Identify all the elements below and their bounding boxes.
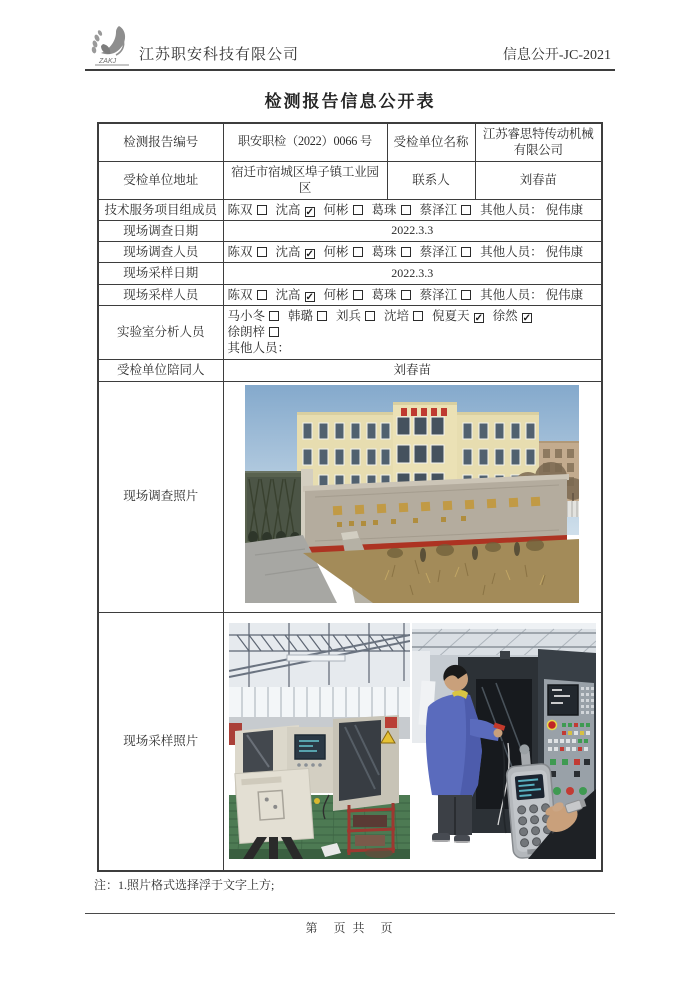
contact-label: 联系人 bbox=[387, 161, 475, 199]
company-brand bbox=[89, 24, 299, 66]
other-person-label: 其他人员： bbox=[480, 245, 543, 259]
sampling-staff-label: 现场采样人员 bbox=[98, 284, 223, 305]
other-person-label: 其他人员： bbox=[227, 341, 291, 356]
checkbox-unchecked-icon[interactable] bbox=[257, 247, 267, 257]
checkbox-checked-icon[interactable]: ✓ bbox=[305, 249, 314, 260]
page-footer bbox=[85, 913, 615, 936]
member-option bbox=[432, 309, 484, 323]
project-team-members bbox=[223, 199, 602, 220]
checkbox-unchecked-icon[interactable] bbox=[365, 311, 375, 321]
member-option bbox=[372, 288, 411, 302]
member-option bbox=[324, 245, 363, 259]
survey-date-label: 现场调查日期 bbox=[98, 220, 223, 241]
page-number-text: 第 页 共 页 bbox=[305, 921, 395, 935]
table-row bbox=[98, 612, 602, 871]
member-name: 何彬 bbox=[323, 202, 349, 217]
checkbox-unchecked-icon[interactable] bbox=[461, 205, 471, 215]
member-name: 葛珠 bbox=[371, 245, 397, 259]
sampling-date-value: 2022.3.3 bbox=[223, 263, 602, 284]
lab-staff-label: 实验室分析人员 bbox=[98, 305, 223, 359]
member-name: 倪夏天 bbox=[432, 308, 470, 323]
member-name: 沈高 bbox=[275, 245, 301, 259]
table-row bbox=[98, 381, 602, 612]
member-checklist bbox=[228, 203, 481, 217]
checkbox-unchecked-icon[interactable] bbox=[461, 290, 471, 300]
sampling-photo-label: 现场采样照片 bbox=[98, 612, 223, 871]
unit-address-value: 宿迁市宿城区埠子镇工业园区 bbox=[223, 161, 387, 199]
member-name: 陈双 bbox=[227, 287, 253, 302]
member-option bbox=[372, 203, 411, 217]
checkbox-unchecked-icon[interactable] bbox=[401, 205, 411, 215]
company-name: 江苏职安科技有限公司 bbox=[139, 47, 300, 63]
member-name: 蔡泽江 bbox=[419, 287, 458, 302]
member-option bbox=[384, 309, 423, 323]
table-row bbox=[98, 199, 602, 220]
survey-photo-label: 现场调查照片 bbox=[98, 381, 223, 612]
table-row bbox=[98, 220, 602, 241]
member-name: 陈双 bbox=[227, 202, 253, 217]
logo-text: ZAKJ bbox=[99, 58, 117, 65]
member-checklist bbox=[228, 245, 481, 259]
checkbox-checked-icon[interactable]: ✓ bbox=[474, 312, 483, 324]
escort-label: 受检单位陪同人 bbox=[98, 359, 223, 381]
contact-value: 刘春苗 bbox=[475, 161, 602, 199]
member-option bbox=[420, 245, 472, 259]
sampling-date-label: 现场采样日期 bbox=[98, 263, 223, 284]
sampling-photo-cell bbox=[223, 612, 602, 871]
checkbox-unchecked-icon[interactable] bbox=[269, 327, 279, 337]
table-row bbox=[98, 242, 602, 263]
other-person-label: 其他人员： bbox=[480, 202, 543, 217]
checkbox-unchecked-icon[interactable] bbox=[353, 247, 363, 257]
unit-name-value: 江苏睿思特传动机械有限公司 bbox=[475, 123, 602, 161]
escort-value: 刘春苗 bbox=[223, 359, 602, 381]
disclosure-form-table bbox=[97, 122, 603, 872]
table-row bbox=[98, 161, 602, 199]
table-row bbox=[98, 284, 602, 305]
checkbox-unchecked-icon[interactable] bbox=[269, 311, 279, 321]
member-name: 蔡泽江 bbox=[419, 245, 458, 259]
member-name: 何彬 bbox=[323, 287, 349, 302]
document-code: 信息公开-JC-2021 bbox=[502, 48, 611, 63]
survey-date-value: 2022.3.3 bbox=[223, 220, 602, 241]
member-option bbox=[228, 245, 267, 259]
sampling-photo-workshop bbox=[229, 623, 410, 859]
member-checklist bbox=[228, 309, 541, 339]
member-name: 徐朗梓 bbox=[227, 325, 266, 339]
checkbox-unchecked-icon[interactable] bbox=[353, 205, 363, 215]
member-name: 韩璐 bbox=[288, 308, 314, 323]
member-option bbox=[276, 203, 315, 217]
form-title: 检测报告信息公开表 bbox=[264, 92, 436, 111]
sampling-staff-members bbox=[223, 284, 602, 305]
member-name: 徐然 bbox=[492, 308, 518, 323]
checkbox-unchecked-icon[interactable] bbox=[317, 311, 327, 321]
table-row bbox=[98, 263, 602, 284]
checkbox-unchecked-icon[interactable] bbox=[401, 247, 411, 257]
member-name: 葛珠 bbox=[371, 202, 397, 217]
member-name: 陈双 bbox=[227, 245, 253, 259]
member-name: 蔡泽江 bbox=[419, 202, 458, 217]
member-option bbox=[228, 309, 280, 323]
other-person-value: 倪伟康 bbox=[545, 287, 584, 302]
survey-staff-members bbox=[223, 242, 602, 263]
table-row bbox=[98, 359, 602, 381]
member-option bbox=[228, 288, 267, 302]
checkbox-unchecked-icon[interactable] bbox=[257, 205, 267, 215]
member-option bbox=[372, 245, 411, 259]
table-row bbox=[98, 123, 602, 161]
member-option bbox=[336, 309, 375, 323]
table-row bbox=[98, 305, 602, 359]
site-survey-photo bbox=[245, 385, 579, 603]
member-option bbox=[228, 203, 267, 217]
member-option bbox=[420, 288, 472, 302]
member-option bbox=[324, 288, 363, 302]
checkbox-checked-icon[interactable]: ✓ bbox=[305, 206, 314, 218]
member-option bbox=[288, 309, 327, 323]
unit-name-label: 受检单位名称 bbox=[387, 123, 475, 161]
member-option bbox=[324, 203, 363, 217]
member-checklist bbox=[228, 288, 481, 302]
member-name: 马小冬 bbox=[227, 308, 266, 323]
checkbox-unchecked-icon[interactable] bbox=[413, 311, 423, 321]
member-name: 何彬 bbox=[323, 245, 349, 259]
member-option bbox=[493, 309, 532, 323]
checkbox-unchecked-icon[interactable] bbox=[257, 290, 267, 300]
checkbox-checked-icon[interactable]: ✓ bbox=[522, 312, 531, 324]
report-number-value: 职安职检（2022）0066 号 bbox=[223, 123, 387, 161]
checkbox-checked-icon[interactable]: ✓ bbox=[305, 291, 314, 303]
report-number-label: 检测报告编号 bbox=[98, 123, 223, 161]
member-option bbox=[276, 245, 315, 259]
member-name: 葛珠 bbox=[371, 287, 397, 302]
other-person-label: 其他人员： bbox=[480, 287, 543, 302]
other-person-value: 倪伟康 bbox=[545, 245, 584, 259]
other-person-value: 倪伟康 bbox=[545, 202, 584, 217]
member-name: 沈高 bbox=[275, 202, 301, 217]
member-option bbox=[420, 203, 472, 217]
company-logo-icon bbox=[89, 24, 135, 66]
unit-address-label: 受检单位地址 bbox=[98, 161, 223, 199]
form-note: 注：1.照片格式选择浮于文字上方; bbox=[94, 878, 275, 892]
survey-photo-cell bbox=[223, 381, 602, 612]
checkbox-unchecked-icon[interactable] bbox=[401, 290, 411, 300]
project-team-label: 技术服务项目组成员 bbox=[98, 199, 223, 220]
checkbox-unchecked-icon[interactable] bbox=[353, 290, 363, 300]
member-name: 沈培 bbox=[384, 308, 410, 323]
checkbox-unchecked-icon[interactable] bbox=[461, 247, 471, 257]
lab-staff-members bbox=[223, 305, 602, 359]
member-name: 沈高 bbox=[275, 287, 301, 302]
sampling-photo-worker bbox=[412, 623, 596, 859]
page-header bbox=[85, 0, 615, 71]
member-name: 刘兵 bbox=[336, 308, 362, 323]
survey-staff-label: 现场调查人员 bbox=[98, 242, 223, 263]
member-option bbox=[276, 288, 315, 302]
member-option bbox=[228, 325, 280, 339]
